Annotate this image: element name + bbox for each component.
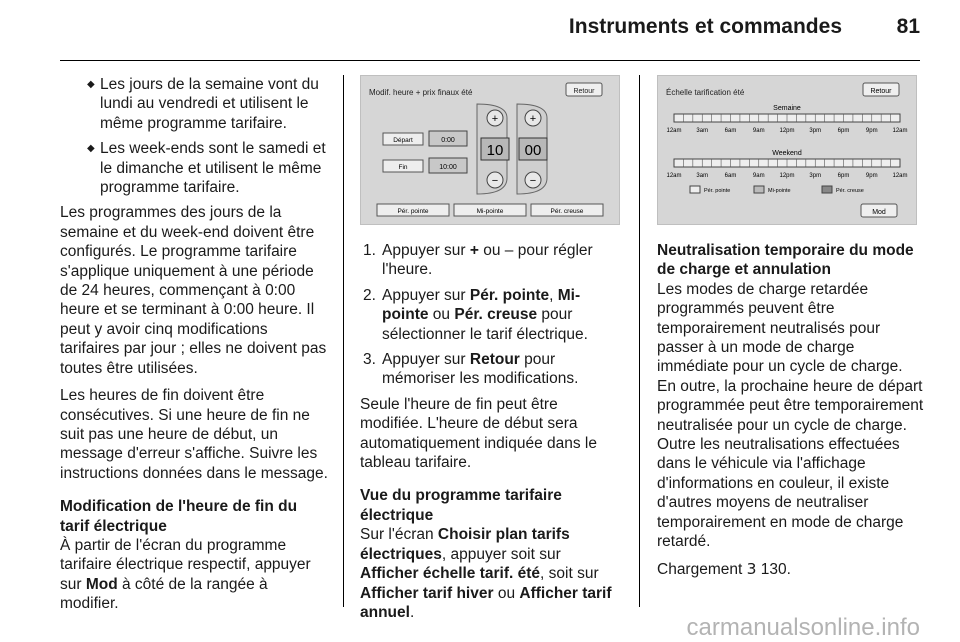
paragraph-modify: À partir de l'écran du programme tarifaire électrique respectif, appuyer sur Mod à côté de la rangée à modifier. <box>60 536 311 613</box>
tick-label: 6pm <box>837 173 850 179</box>
tick-label: 6pm <box>837 128 850 134</box>
steps-list <box>360 241 622 389</box>
tick-label: 12am <box>666 173 682 179</box>
tick-label: 9am <box>752 173 765 179</box>
svg-text:Mi-pointe: Mi-pointe <box>768 188 791 194</box>
paragraph-tariff-view: Sur l'écran Choisir plan tarifs électriques, appuyer soit sur Afficher échelle tarif. été, soit sur Afficher tarif hiver ou Afficher tarif annuel. <box>360 526 612 621</box>
page-reference-icon: 3 <box>746 559 757 578</box>
page-number: 81 <box>896 15 920 38</box>
heading-override: Neutralisation temporaire du mode de charge et annulation <box>657 242 914 279</box>
tick-label: 9pm <box>865 128 878 134</box>
screenshot-modify-time <box>360 75 620 225</box>
plus-icon: + <box>529 113 537 125</box>
tick-label: 9am <box>752 128 765 134</box>
tick-label: 9pm <box>865 173 878 179</box>
screenshot-tariff-scale <box>657 75 917 225</box>
paragraph-programmes: Les programmes des jours de la semaine et du week-end doivent être configurés. Le programme tarifaire s'applique uniquement à une période de 24 heures, commençant à 0:00 heure et se terminant à 0:00 heure. Il peut y avoir cinq modifications tarifaires par jour ; elles ne doivent pas toutes être utilisées. <box>60 204 327 377</box>
svg-text:Mi-pointe: Mi-pointe <box>476 208 504 215</box>
svg-text:0:00: 0:00 <box>441 137 455 144</box>
tick-label: 12am <box>666 128 682 134</box>
minus-icon: − <box>529 175 537 187</box>
tick-label: 12am <box>892 173 908 179</box>
svg-text:Pér. pointe: Pér. pointe <box>397 208 429 215</box>
plus-icon: + <box>491 113 499 125</box>
header-rule <box>60 60 920 61</box>
week-label: Semaine <box>773 105 801 112</box>
svg-text:Pér. pointe: Pér. pointe <box>704 188 731 194</box>
tick-label: 6am <box>724 173 737 179</box>
svg-text:Mod: Mod <box>872 209 886 216</box>
tick-label: 3am <box>696 173 709 179</box>
header-title: Instruments et commandes <box>568 15 842 38</box>
tick-label: 12pm <box>779 128 795 134</box>
svg-text:Départ: Départ <box>393 137 413 144</box>
weekend-tariff-bar <box>674 159 900 167</box>
week-tariff-bar <box>674 114 900 122</box>
bullet-weekends: ◆ Les week-ends sont le samedi et le dimanche et utilisent le même programme tarifaire. <box>87 140 326 197</box>
step-2: 2. Appuyer sur Pér. pointe, Mi-pointe ou Pér. creuse pour sélectionner le tarif électrique. <box>363 286 588 343</box>
paragraph-end-time-only: Seule l'heure de fin peut être modifiée. L'heure de début sera automatiquement indiquée dans le tableau tarifaire. <box>360 395 597 472</box>
legend-peak-swatch <box>690 186 700 193</box>
svg-text:Retour: Retour <box>573 88 595 95</box>
column-1 <box>60 75 328 622</box>
diamond-bullet-icon: ◆ <box>87 79 95 90</box>
step-3: 3. Appuyer sur Retour pour mémoriser les modifications. <box>363 351 579 388</box>
column-3 <box>657 75 925 587</box>
tick-label: 3pm <box>809 128 822 134</box>
heading-tariff-view: Vue du programme tarifaire électrique <box>360 487 562 524</box>
column-2 <box>360 75 622 630</box>
heading-modify-end-time: Modification de l'heure de fin du tarif électrique <box>60 498 298 535</box>
diamond-bullet-icon: ◆ <box>87 143 95 155</box>
tariff-scale-screen <box>658 76 916 224</box>
screen1-title: Modif. heure + prix finaux été <box>369 88 473 97</box>
paragraph-charging-ref: Chargement 3 130. <box>657 559 791 578</box>
tick-label: 3am <box>696 128 709 134</box>
paragraph-end-times: Les heures de fin doivent être consécutives. Si une heure de fin ne suit pas une heure de début, un message d'erreur s'affiche. Suivre les instructions données dans le message. <box>60 387 328 482</box>
column-divider-1 <box>343 75 344 607</box>
minus-icon: − <box>491 175 499 187</box>
bullet-weekdays: ◆ Les jours de la semaine vont du lundi au vendredi et utilisent le même programme tarifaire. <box>87 76 319 132</box>
svg-text:Pér. creuse: Pér. creuse <box>550 208 584 215</box>
legend-mid-swatch <box>754 186 764 193</box>
svg-text:00: 00 <box>524 142 542 159</box>
tick-label: 6am <box>724 128 737 134</box>
weekend-label: Weekend <box>772 150 802 157</box>
svg-text:Pér. creuse: Pér. creuse <box>836 188 864 194</box>
screen2-title: Échelle tarification été <box>666 88 745 97</box>
svg-text:10:00: 10:00 <box>439 164 457 171</box>
svg-text:Retour: Retour <box>870 88 892 95</box>
tick-label: 12pm <box>779 173 795 179</box>
svg-text:Fin: Fin <box>398 164 408 171</box>
step-1: 1. Appuyer sur + ou – pour régler l'heure. <box>363 242 593 279</box>
legend-off-swatch <box>822 186 832 193</box>
page-header <box>0 0 960 60</box>
paragraph-override: Les modes de charge retardée programmés peuvent être temporairement neutralisés pour passer à un mode de charge immédiate pour un cycle de charge. En outre, la prochaine heure de départ programmée peut être temporairement neutralisée pour un cycle de charge. Outre les neutralisations effectuées dans le véhicule via l'affichage d'informations en couleur, il existe d'autres moyens de neutraliser temporairement en mode de charge retardé. <box>657 280 924 551</box>
week-tick-labels <box>666 128 907 134</box>
svg-text:10: 10 <box>486 142 504 159</box>
tick-label: 12am <box>892 128 908 134</box>
column-divider-2 <box>639 75 640 607</box>
watermark: carmanualsonline.info <box>686 614 920 641</box>
weekend-tick-labels <box>666 173 907 179</box>
tick-label: 3pm <box>809 173 822 179</box>
modify-time-screen <box>361 76 619 224</box>
